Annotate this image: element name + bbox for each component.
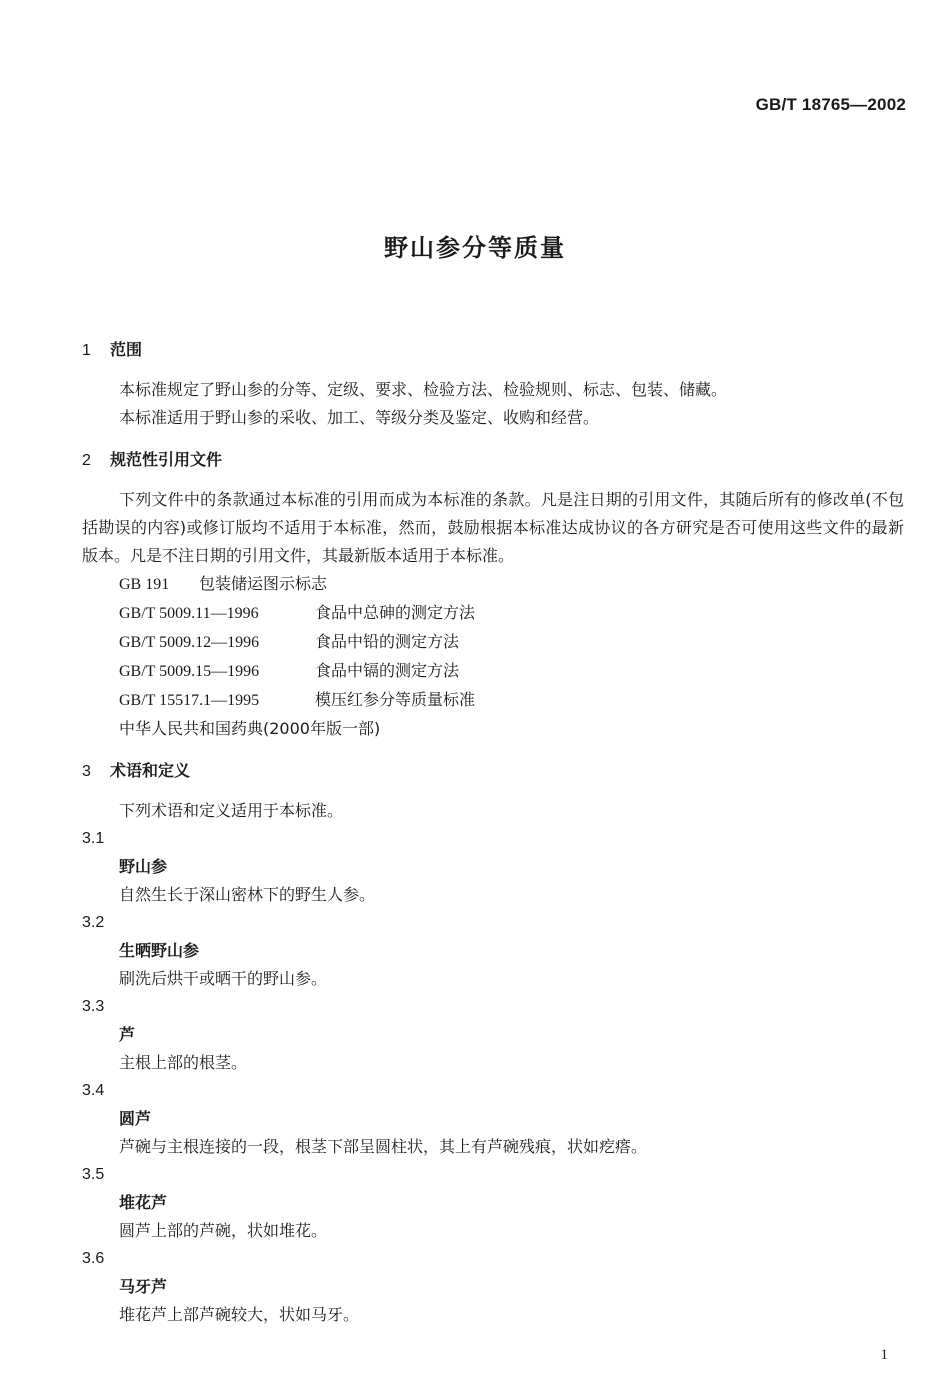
section-number: 3 [82, 763, 91, 780]
term-number: 3.1 [82, 830, 105, 847]
standard-code: GB/T 18765—2002 [755, 95, 906, 114]
reference-list [82, 570, 904, 743]
section-title: 术语和定义 [110, 761, 191, 780]
term-number: 3.4 [82, 1082, 105, 1099]
reference-code: GB/T 15517.1—1995 [119, 692, 260, 709]
terms-intro: 下列术语和定义适用于本标准。 [119, 801, 344, 820]
reference-name: 包装储运图示标志 [199, 574, 328, 593]
reference-name: 模压红参分等质量标准 [315, 690, 476, 709]
term-entry [82, 1077, 904, 1161]
term-number: 3.6 [82, 1250, 105, 1267]
term-entry [82, 909, 904, 993]
term-name: 堆花芦 [119, 1193, 168, 1212]
section-title: 规范性引用文件 [110, 450, 223, 469]
reference-name: 食品中镉的测定方法 [315, 661, 460, 680]
reference-item [82, 628, 904, 657]
term-name: 野山参 [119, 857, 168, 876]
section-number: 1 [82, 342, 91, 359]
term-definition: 堆花芦上部芦碗较大，状如马牙。 [119, 1305, 360, 1324]
reference-code: GB/T 5009.15—1996 [119, 663, 260, 680]
term-entry [82, 1245, 904, 1329]
scope-line: 本标准适用于野山参的采收、加工、等级分类及鉴定、收购和经营。 [119, 408, 600, 427]
term-number: 3.3 [82, 998, 105, 1015]
term-name: 芦 [119, 1025, 136, 1044]
term-name: 生晒野山参 [119, 941, 200, 960]
section-number: 2 [82, 452, 91, 469]
reference-item [82, 657, 904, 686]
reference-item [82, 570, 904, 599]
term-name: 马牙芦 [119, 1277, 168, 1296]
reference-item: 中华人民共和国药典(2000年版一部) [119, 719, 381, 738]
reference-name: 食品中总砷的测定方法 [315, 603, 476, 622]
reference-item [82, 686, 904, 715]
term-entry [82, 1161, 904, 1245]
section-heading-terms [82, 757, 904, 786]
refs-intro-paragraph: 下列文件中的条款通过本标准的引用而成为本标准的条款。凡是注日期的引用文件，其随后所有的修改单(不包括勘误的内容)或修订版均不适用于本标准，然而，鼓励根据本标准达成协议的各方研究是否可使用这些文件的最新版本。凡是不注日期的引用文件，其最新版本适用于本标准。 [82, 490, 904, 565]
section-title: 范围 [110, 340, 143, 359]
term-definition: 芦碗与主根连接的一段，根茎下部呈圆柱状，其上有芦碗残痕，状如疙瘩。 [119, 1137, 648, 1156]
term-definition: 刷洗后烘干或晒干的野山参。 [119, 969, 328, 988]
section-heading-scope [82, 336, 904, 365]
term-number: 3.2 [82, 914, 105, 931]
reference-code: GB 191 [119, 576, 170, 593]
term-definition: 主根上部的根茎。 [119, 1053, 248, 1072]
scope-line: 本标准规定了野山参的分等、定级、要求、检验方法、检验规则、标志、包装、储藏。 [119, 380, 728, 399]
section-heading-refs [82, 446, 904, 475]
term-entry [82, 825, 904, 909]
term-name: 圆芦 [119, 1109, 152, 1128]
reference-code: GB/T 5009.11—1996 [119, 605, 259, 622]
term-definition: 自然生长于深山密林下的野生人参。 [119, 885, 376, 904]
reference-code: GB/T 5009.12—1996 [119, 634, 260, 651]
reference-name: 食品中铅的测定方法 [315, 632, 460, 651]
page-number: 1 [880, 1347, 888, 1363]
term-definition: 圆芦上部的芦碗，状如堆花。 [119, 1221, 328, 1240]
term-number: 3.5 [82, 1166, 105, 1183]
document-title: 野山参分等质量 [384, 234, 566, 262]
term-entry [82, 993, 904, 1077]
reference-item [82, 599, 904, 628]
document-body [82, 336, 904, 1329]
